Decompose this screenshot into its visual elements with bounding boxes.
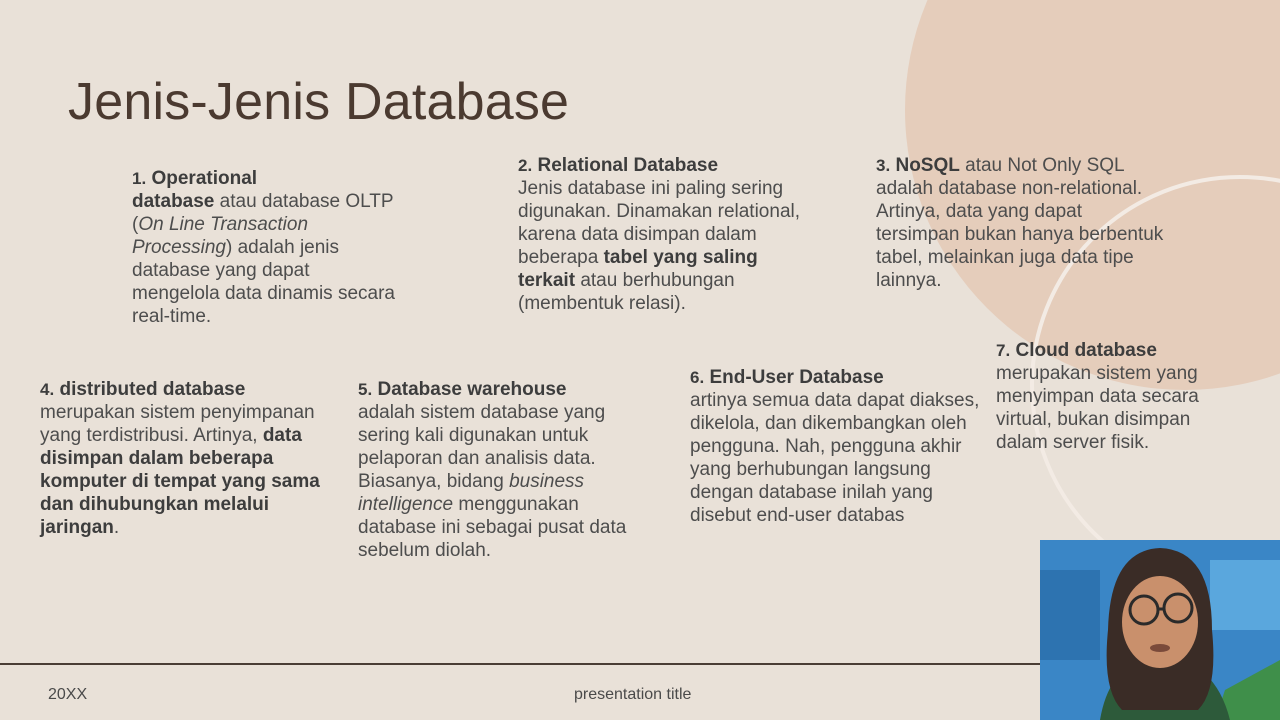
item-italic: On Line Transaction Processing bbox=[132, 214, 309, 258]
item-heading: Relational Database bbox=[537, 155, 719, 176]
item-text: merupakan sistem penyimpanan yang terdistribusi. Artinya, bbox=[40, 402, 315, 446]
item-text: Jenis database ini paling sering digunakan. Dinamakan relational, karena data disimpan dalam beberapa bbox=[518, 178, 801, 268]
footer-presentation-title: presentation title bbox=[574, 686, 692, 703]
item-number: 3. bbox=[876, 156, 891, 175]
item-number: 6. bbox=[690, 368, 705, 387]
item-number: 2. bbox=[518, 156, 533, 175]
item-heading: Operational bbox=[151, 168, 258, 189]
slide-title: Jenis-Jenis Database bbox=[68, 73, 570, 131]
item-heading: NoSQL bbox=[895, 155, 960, 176]
item-nosql bbox=[876, 154, 1166, 292]
item-heading: End-User Database bbox=[709, 367, 884, 388]
footer-date: 20XX bbox=[48, 686, 88, 703]
item-heading: distributed database bbox=[59, 379, 246, 400]
item-number: 1. bbox=[132, 169, 147, 188]
item-end-user-database bbox=[690, 366, 980, 527]
item-number: 5. bbox=[358, 380, 373, 399]
item-cloud-database bbox=[996, 339, 1236, 454]
item-text: atau database OLTP ( bbox=[132, 191, 394, 235]
item-heading: Cloud database bbox=[1015, 340, 1157, 361]
item-text-cont: atau berhubungan (membentuk relasi). bbox=[518, 270, 735, 314]
item-text-cont: menggunakan database ini sebagai pusat data sebelum diolah. bbox=[358, 494, 627, 561]
item-bold: tabel yang saling terkait bbox=[518, 247, 758, 291]
item-operational-database bbox=[132, 167, 402, 328]
footer-divider bbox=[0, 663, 1040, 665]
item-italic: business intelligence bbox=[358, 471, 585, 515]
item-number: 7. bbox=[996, 341, 1011, 360]
item-text: adalah sistem database yang sering kali digunakan untuk pelaporan dan analisis data. Biasanya, bidang bbox=[358, 402, 606, 492]
item-relational-database bbox=[518, 154, 808, 315]
item-text-cont: ) adalah jenis database yang dapat mengelola data dinamis secara real-time. bbox=[132, 237, 395, 327]
item-bold: data disimpan dalam beberapa komputer di tempat yang sama dan dihubungkan melalui jaringan bbox=[40, 425, 320, 538]
item-distributed-database bbox=[40, 378, 330, 539]
webcam-overlay bbox=[1040, 540, 1280, 720]
item-database-warehouse bbox=[358, 378, 648, 562]
item-text: artinya semua data dapat diakses, dikelola, dan dikembangkan oleh pengguna. Nah, pengguna akhir yang berhubungan langsung dengan database inilah yang disebut end-user databas bbox=[690, 390, 980, 526]
item-text: atau Not Only SQL adalah database non-relational. Artinya, data yang dapat tersimpan bukan hanya berbentuk tabel, melainkan juga data tipe lainnya. bbox=[876, 155, 1164, 291]
item-text: merupakan sistem yang menyimpan data secara virtual, bukan disimpan dalam server fisik. bbox=[996, 363, 1199, 453]
item-text-cont: . bbox=[113, 517, 120, 538]
person-video-feed-icon bbox=[1040, 540, 1280, 720]
item-heading-cont: database bbox=[132, 191, 215, 212]
item-number: 4. bbox=[40, 380, 55, 399]
item-heading: Database warehouse bbox=[377, 379, 567, 400]
